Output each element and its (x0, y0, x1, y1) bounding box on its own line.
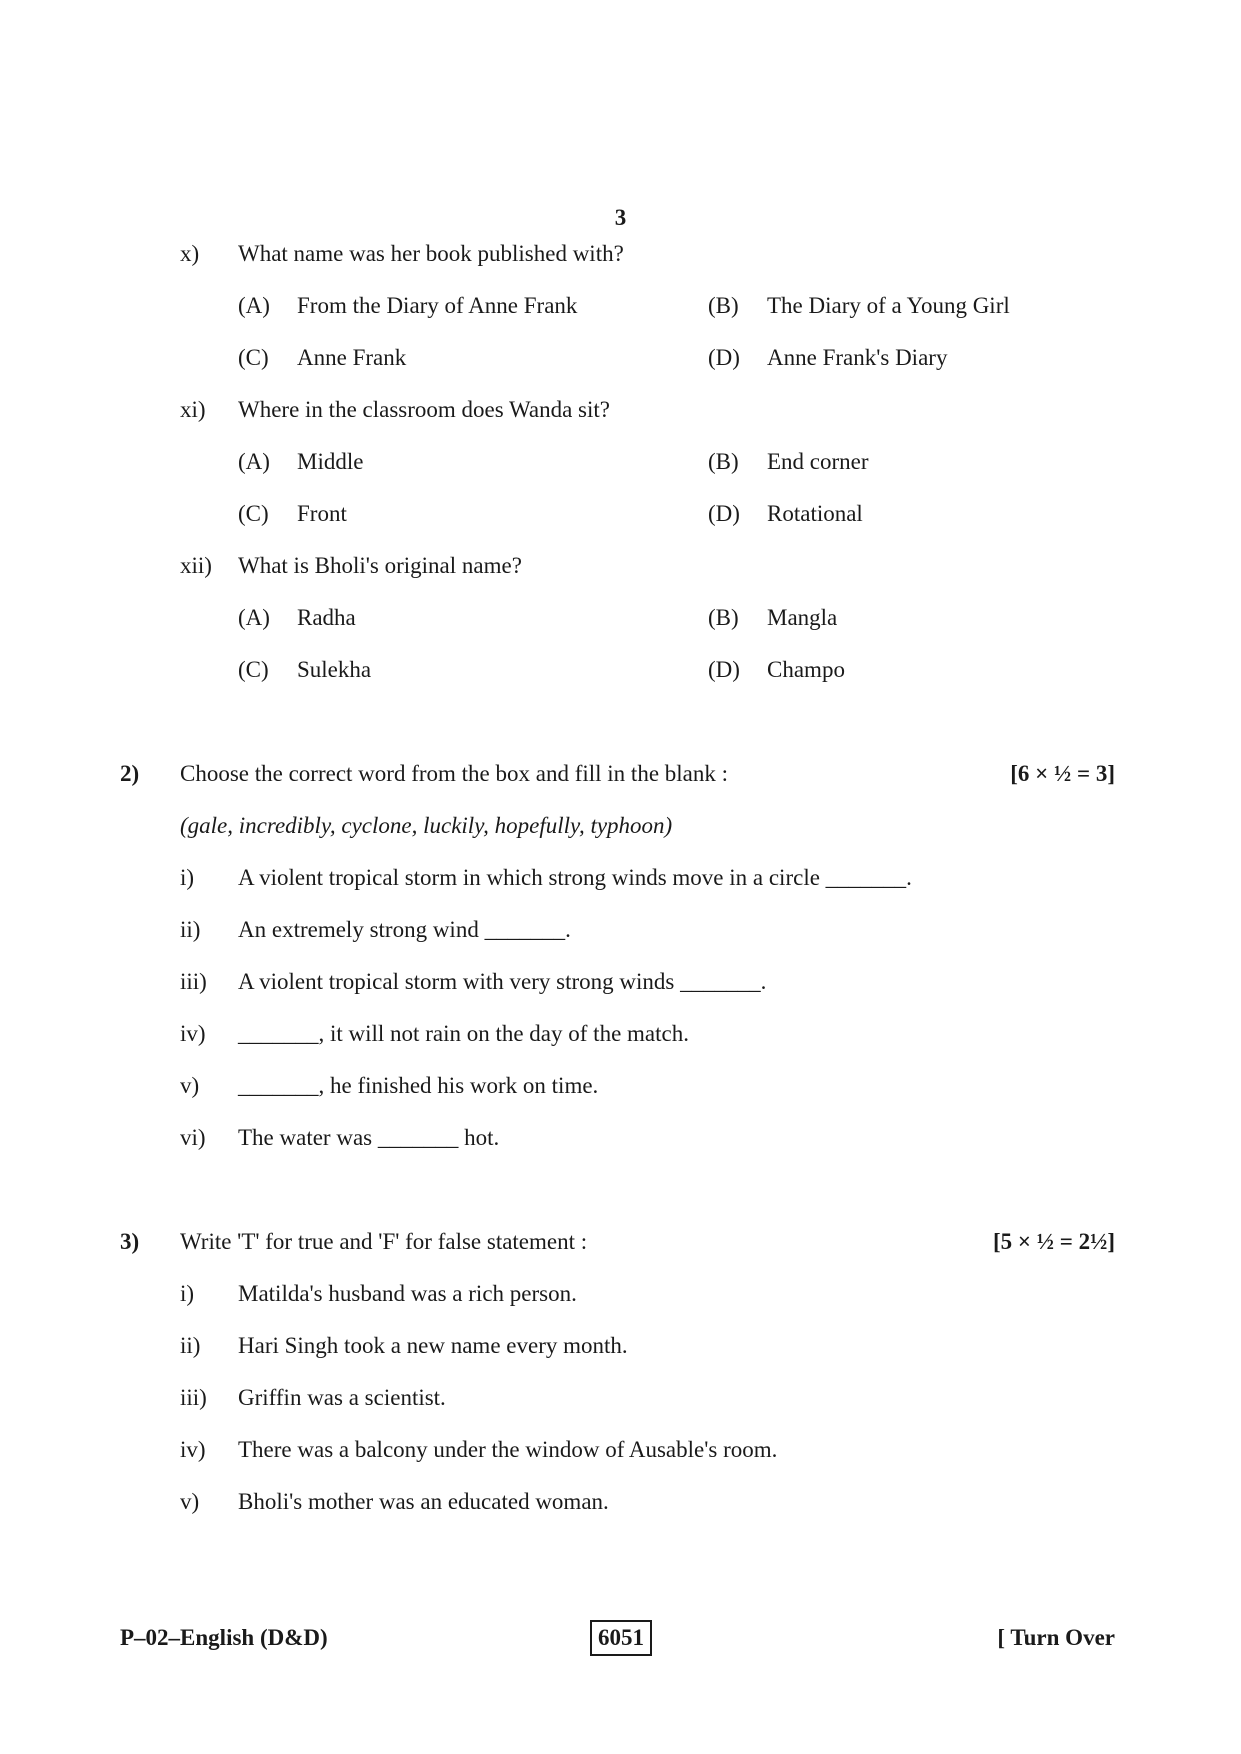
option-text: Front (297, 501, 347, 526)
option-text: Rotational (767, 501, 863, 526)
item-text: There was a balcony under the window of Ausable's room. (238, 1437, 778, 1462)
item-number: iv) (180, 1437, 206, 1462)
option-label: (B) (708, 293, 739, 318)
question-number: x) (180, 241, 200, 266)
option-label: (B) (708, 449, 739, 474)
option-text: Radha (297, 605, 356, 630)
option-text: Sulekha (297, 657, 372, 682)
item-text: A violent tropical storm with very strong winds _______. (238, 969, 767, 994)
item-number: ii) (180, 1333, 201, 1358)
section-number: 3) (120, 1229, 140, 1254)
option-label: (D) (708, 657, 740, 682)
item-number: iii) (180, 1385, 207, 1410)
item-number: iii) (180, 969, 207, 994)
option-text: From the Diary of Anne Frank (297, 293, 578, 318)
footer-paper-code: P–02–English (D&D) (120, 1625, 328, 1650)
option-label: (A) (238, 293, 270, 318)
page-number: 3 (614, 205, 627, 230)
item-text: A violent tropical storm in which strong winds move in a circle _______. (238, 865, 912, 890)
option-label: (B) (708, 605, 739, 630)
item-number: v) (180, 1489, 200, 1514)
item-text: The water was _______ hot. (238, 1125, 500, 1150)
option-text: Mangla (767, 605, 838, 630)
item-number: iv) (180, 1021, 206, 1046)
section-instruction: Choose the correct word from the box and fill in the blank : (180, 761, 729, 786)
item-text: Matilda's husband was a rich person. (238, 1281, 577, 1306)
option-label: (C) (238, 345, 269, 370)
option-text: End corner (767, 449, 869, 474)
option-label: (A) (238, 449, 270, 474)
word-box: (gale, incredibly, cyclone, luckily, hopefully, typhoon) (180, 813, 673, 838)
question-text: What is Bholi's original name? (238, 553, 522, 578)
item-text: Hari Singh took a new name every month. (238, 1333, 628, 1358)
footer-booklet-number: 6051 (590, 1620, 652, 1656)
section-instruction: Write 'T' for true and 'F' for false statement : (180, 1229, 588, 1254)
item-text: _______, it will not rain on the day of the match. (238, 1021, 689, 1046)
question-text: What name was her book published with? (238, 241, 624, 266)
option-text: Anne Frank (297, 345, 407, 370)
option-label: (C) (238, 657, 269, 682)
option-label: (D) (708, 345, 740, 370)
item-number: v) (180, 1073, 200, 1098)
item-text: Bholi's mother was an educated woman. (238, 1489, 609, 1514)
option-label: (D) (708, 501, 740, 526)
item-number: i) (180, 1281, 195, 1306)
item-number: vi) (180, 1125, 206, 1150)
turn-over-note: [ Turn Over (997, 1625, 1115, 1650)
option-label: (A) (238, 605, 270, 630)
section-marks: [6 × ½ = 3] (1010, 761, 1115, 786)
item-text: Griffin was a scientist. (238, 1385, 446, 1410)
question-number: xii) (180, 553, 212, 578)
question-text: Where in the classroom does Wanda sit? (238, 397, 610, 422)
section-number: 2) (120, 761, 140, 786)
question-number: xi) (180, 397, 206, 422)
option-label: (C) (238, 501, 269, 526)
option-text: Middle (297, 449, 364, 474)
item-text: An extremely strong wind _______. (238, 917, 571, 942)
item-number: ii) (180, 917, 201, 942)
option-text: The Diary of a Young Girl (767, 293, 1010, 318)
option-text: Anne Frank's Diary (767, 345, 948, 370)
item-text: _______, he finished his work on time. (238, 1073, 599, 1098)
section-marks: [5 × ½ = 2½] (992, 1229, 1115, 1254)
option-text: Champo (767, 657, 845, 682)
item-number: i) (180, 865, 195, 890)
